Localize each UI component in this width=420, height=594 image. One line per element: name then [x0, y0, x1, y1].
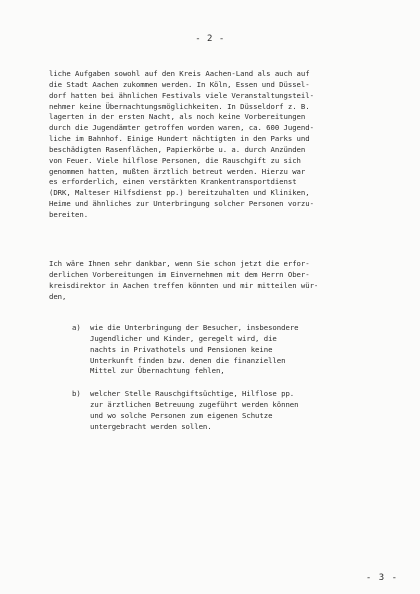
text-line: durch die Jugendämter getroffen worden waren, ca. 600 Jugend- [49, 123, 314, 133]
text-line: die Stadt Aachen zukommen werden. In Köln, Essen und Düssel- [49, 79, 310, 89]
text-line: liche Aufgaben sowohl auf den Kreis Aachen-Land als auch auf [49, 69, 310, 78]
text-line: Heime und ähnliches zur Unterbringung solcher Personen vorzu- [49, 199, 314, 209]
paragraph-1 [49, 69, 389, 221]
text-line: genommen hatten, mußten ärztlich betreut werden. Hierzu war [49, 166, 306, 176]
text-line: derlichen Vorbereitungen im Einvernehmen mit dem Herrn Ober- [49, 269, 310, 279]
text-line: (DRK, Malteser Hilfsdienst pp.) bereitzuhalten und Kliniken, [49, 188, 310, 198]
text-line: dorf hatten bei ähnlichen Festivals viele Veranstaltungsteil- [49, 90, 314, 100]
text-line: welcher Stelle Rauschgiftsüchtige, Hilflose pp. [90, 389, 295, 398]
paragraph-2 [49, 259, 389, 302]
text-line: es erforderlich, einen verstärkten Krankentransportdienst [49, 177, 297, 187]
text-line: nehmer keine Übernachtungsmöglichkeiten. In Düsseldorf z. B. [49, 101, 310, 111]
text-line: von Feuer. Viele hilflose Personen, die Rauschgift zu sich [49, 155, 301, 165]
continuation-marker: - 3 - [365, 573, 398, 583]
list-item [72, 323, 372, 377]
text-line: Mittel zur Übernachtung fehlen, [90, 366, 225, 376]
list-item-text [90, 323, 372, 377]
page-number: - 2 - [195, 34, 225, 44]
list-item [72, 389, 372, 432]
text-line: Unterkunft finden bzw. denen die finanziellen [90, 355, 286, 365]
list-marker: b) [72, 389, 81, 398]
text-line: Jugendlicher und Kinder, geregelt wird, die [90, 333, 277, 343]
text-line: zur ärztlichen Betreuung zugeführt werden können [90, 399, 299, 409]
text-line: und wo solche Personen zum eigenen Schutze [90, 410, 273, 420]
text-line: liche im Bahnhof. Einige Hundert nächtigten in den Parks und [49, 134, 310, 144]
list-item-a [72, 323, 372, 377]
text-line: wie die Unterbringung der Besucher, insbesondere [90, 323, 299, 332]
text-line: den, [49, 291, 67, 301]
list-item-text [90, 389, 372, 432]
list-item-b [72, 389, 372, 432]
text-line: bereiten. [49, 209, 89, 219]
text-line: beschädigten Rasenflächen, Papierkörbe u. a. durch Anzünden [49, 144, 306, 154]
text-line: nachts in Privathotels und Pensionen keine [90, 344, 273, 354]
text-line: untergebracht werden sollen. [90, 421, 212, 431]
list-marker: a) [72, 323, 81, 332]
text-line: Ich wäre Ihnen sehr dankbar, wenn Sie schon jetzt die erfor- [49, 259, 310, 268]
text-line: lagerten in der ersten Nacht, als noch keine Vorbereitungen [49, 112, 306, 122]
text-line: kreisdirektor in Aachen treffen könnten und mir mitteilen wür- [49, 280, 319, 290]
